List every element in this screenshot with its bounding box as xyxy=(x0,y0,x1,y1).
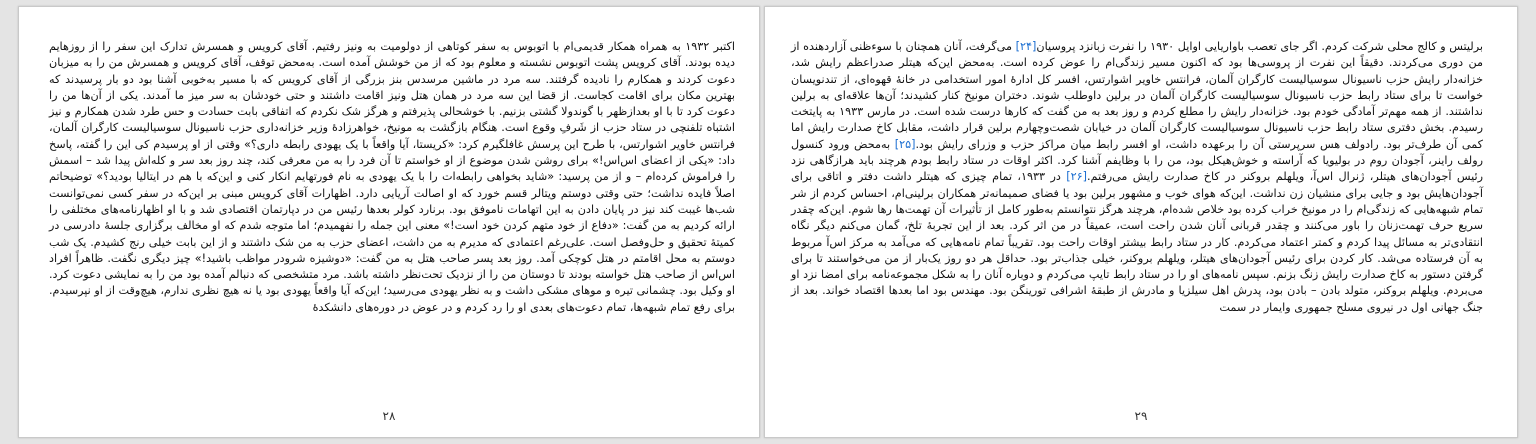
page-number: ۲۹ xyxy=(1134,409,1148,423)
page-left xyxy=(18,6,760,438)
page-right xyxy=(764,6,1518,438)
document-spread xyxy=(18,6,1518,438)
page-body-text xyxy=(49,39,735,316)
text-segment: برلیتس و کالج محلی شرکت کردم. اگر جای تعصب باواریایی اوایل ۱۹۳۰ را نفرت زبانزد پروسیان xyxy=(1036,40,1483,53)
text-segment: در ۱۹۳۳، تمام چیزی که هیتلر داشت دفتر و اتاقی برای آجودان‌هایش بود و جایی برای منشیان زن نداشت. این‌که هوای خوب و مشهور برلین بود یا فضای صمیمانه‌تر همکاران برلینی‌ام، احساس کردم از شر تمام شبهه‌هایی که زندگی‌ام را در مونیخ خراب کرده بود خلاص شده‌ام، هرچند هرگز نتوانستم به‌طور کامل از تأثیرات آن تهمت‌ها رها شوم. این‌که چقدر سریع حرف تهمت‌زنان را باور می‌کنند و چقدر قربانی آنان شدن راحت است، عمیقاً در من اثر کرد. بعد از این تجربۀ تلخ، گمان می‌کنم دیگر نگاه انتقادی‌تر به مسائل پیدا کردم و کمتر اعتماد می‌کردم. کار در ستاد رابط بیشتر اوقات راحت بود. تقریباً تمام نامه‌هایی که می‌آمد به مرکز اس‌آ مربوط به آن فرستاده می‌شد. کار کردن برای رئیس آجودان‌های هیتلر، ویلهلم بروکنر، خیلی جذاب‌تر بود. حداقل هر دو روز یک‌بار از من می‌خواستند تا برای گرفتن دستور به کاخ صدارت رایش زنگ بزنم. سپس نامه‌های او را در ستاد رابط تایپ می‌کردم و دوباره آنان را به شکل مجموعه‌نامه برای امضا نزد او می‌بردم. ویلهلم بروکنر، متولد بادن – بادن بود، پدرش اهل سیلزیا و مادرش از طبقۀ اشرافی تورینگن بود. مهندس بود اما بعدها اقتصاد خواند. بعد از جنگ جهانی اول در نیروی مسلح جمهوری وایمار در سمت xyxy=(791,170,1483,314)
page-number: ۲۸ xyxy=(382,409,396,423)
footnote-link[interactable]: [۲۶] xyxy=(1066,170,1087,184)
text-segment: می‌گرفت، آنان همچنان با سوءظنی آزاردهنده از من دوری می‌کردند. دقیقاً این نفرت از پروسی‌ها بود که اکنون مسیر زندگی‌ام را عوض کرده است. به‌محض این‌که هیتلر صدراعظم رایش شد، خزانه‌دار رایش حزب ناسیونال سوسیالیست کارگران آلمان، فرانتس خاویر اشوارتس، افسر کل ادارۀ امور استخدامی در خانۀ قهوه‌ای، از تندنویسان خواست تا برای ستاد رابط حزب ناسیونال سوسیالیست کارگران آلمان در برلین داوطلب شوند. دختران مونیخ کنار کشیدند؛ آن‌ها علاقه‌ای به برلین نداشتند. از همه مهم‌تر آمادگی خودم بود. خزانه‌دار رایش را مطلع کردم و روز بعد به من گفت که کارها درست شده است. در مارس ۱۹۳۳ به پایتخت رسیدم. بخش دفتری ستاد رابط حزب ناسیونال سوسیالیست کارگران آلمان در خیابان شصت‌وچهارم برلین قرار داشت، مقابل کاخ صدارت رایش اما کمی آن طرف‌تر بود. رادولف هس سرپرستی آن را برعهده داشت، او افسر رابط میان مراکز حزب و وزرای رایش بود. xyxy=(791,40,1483,151)
text-segment: به‌محض ورود کنسول رولف راینر، آجودان روم در بولیویا که آراسته و خوش‌هیکل بود، من را با وظایفم آشنا کرد. اکثر اوقات در ستاد رابط بودم هرچند باید هرازگاهی نزد رئیس آجودان‌های هیتلر، ژنرال اس‌آ، ویلهلم بروکنر در کاخ صدارت رایش می‌رفتم. xyxy=(791,137,1483,184)
page-body-text xyxy=(791,39,1483,316)
footnote-link[interactable]: [۲۴] xyxy=(1015,40,1037,53)
paragraph xyxy=(791,39,1483,316)
paragraph: اکتبر ۱۹۳۲ به همراه همکار قدیمی‌ام با اتوبوس به سفر کوتاهی از دولومیت به ونیز رفتیم. آقای کرویس و همسرش تدارک این سفر را از روزهایم دیده بودند. آقای کرویس پشت اتوبوس نشسته و معلوم بود که از من خوشش آمده است. به‌محض توقف، آقای کرویس و همسرش من را به میزبان دعوت کردند و همکارم را نادیده گرفتند. سه مرد در ماشین مرسدس بنز بزرگی از آقای کرویس که با مسیر به‌خوبی آشنا بود دو بار پرسیدند که بهترین مکان برای اقامت کجاست. از قضا این سه مرد در همان هتل ونیز اقامت داشتند و حتی خودشان به سر میز ما آمدند. یکی از آن‌ها من را دعوت کرد تا با او بعدازظهر با گوندولا گشتی بزنیم. با خوشحالی پذیرفتم و هرگز شک نکردم که اتفاقی بابت حسادت و حس طرد شدن همکارم و نیز اشتباه تلفنچی در ستاد حزب از شَرفِ وقوع است. هنگام بازگشت به مونیخ، خواهرزادۀ وزیر خزانه‌داری حزب ناسیونال سوسیالیست کارگران آلمان، فرانتس خاویر اشوارتس، با طرح این پرسش غافلگیرم کرد: «کریستا، آیا واقعاً با یک یهودی رابطه داری؟» وقتی از او پرسیدم کی این را گفته، پاسخ داد: «یکی از اعضای اس‌اس!» برای روشن شدن موضوع از او خواستم تا آن فرد را به من معرفی کند، چند روز بعد سر و کله‌اش پیدا شد – اسمش را فراموش کرده‌ام – و از من پرسید: «شاید بخواهی رابطه‌ات را با یک یهودی به نام فورتهایم انکار کنی و این‌که با هم در ایتالیا بودید؟» توضیحاتم اصلاً فایده نداشت؛ حتی وقتی دوستم ویتالر قسم خورد که او اصالت آریایی دارد. اظهارات آقای کرویس مبنی بر این‌که در سفر کسی نمی‌توانست شب‌ها غیبت کند نیز در پایان دادن به این اتهامات ناموفق بود. برنارد کولر بعدها رئیس من در دپارتمان اقتصادی شد و با او اظهارنامه‌های مختلفی را ارائه کردیم به من گفت: «دفاع از خود متهم کردن خود است!» معنی این جمله را نفهمیدم؛ اما متوجه شدم که او مخالف برگزاری جلسۀ دادرسی در کمیتۀ تحقیق و حل‌وفصل است. علی‌رغم اعتمادی که مدیرم به من داشت، اعضای حزب به من شک داشتند و از این بابت خیلی رنج کشیدم. یک شب دوستم به محل اقامتم در هتل کوچکی آمد. روز بعد پسر صاحب هتل به من گفت: «دوشیزه شرودر مواظب باشید!» چیز دیگری نگفت. ظاهراً افراد اس‌اس از صاحب هتل خواسته بودند تا دوستان من را از نزدیک تحت‌نظر داشته باشد. مرد متشخصی که دنبالم آمده بود من را به نمایشی دعوت کرد. او وکیل بود. چشمانی تیره و موهای مشکی داشت و به نظر یهودی می‌رسید؛ این‌که آیا واقعاً یهودی بود یا نه هیچ نظری ندارم، هیچ‌وقت از او نپرسیدم. برای رفع تمام شبهه‌ها، تمام دعوت‌های بعدی او را رد کردم و در عوض در دوره‌های دانشکدۀ xyxy=(49,40,735,314)
footnote-link[interactable]: [۲۵] xyxy=(894,137,916,151)
